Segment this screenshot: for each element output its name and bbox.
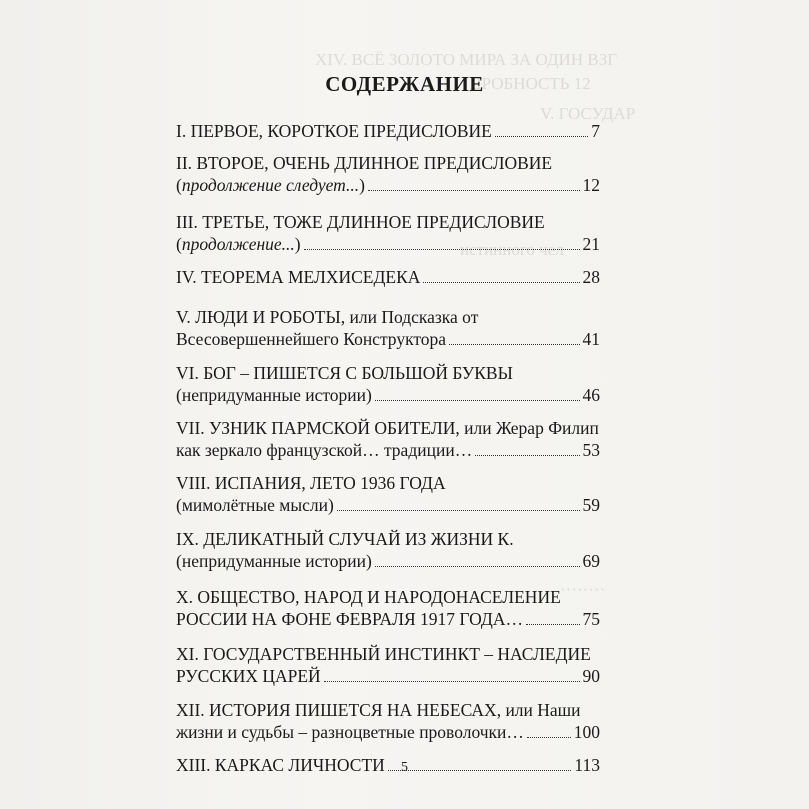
toc-entry-line — [176, 550, 600, 572]
paren-close: ) — [294, 234, 301, 254]
toc-entry — [176, 528, 600, 572]
toc-entry — [176, 120, 600, 142]
toc-entry — [176, 152, 600, 196]
toc-entry-text: жизни и судьбы – разноцветные проволочки… — [176, 722, 524, 742]
toc-entry-text: X. ОБЩЕСТВО, НАРОД И НАРОДОНАСЕЛЕНИЕ — [176, 587, 561, 607]
bleed-through-text: ········ — [560, 580, 606, 599]
paren-open: ( — [176, 175, 182, 195]
toc-entry — [176, 472, 600, 516]
toc-entry-line — [176, 472, 600, 494]
toc-entry-text: XIII. КАРКАС ЛИЧНОСТИ — [176, 755, 385, 775]
toc-entry-line — [176, 665, 600, 687]
dot-leader — [337, 510, 580, 511]
dot-leader — [324, 681, 580, 682]
toc-entry-text: VII. УЗНИК ПАРМСКОЙ ОБИТЕЛИ, или Жерар Филип — [176, 418, 599, 438]
toc-page-number: 100 — [573, 722, 600, 742]
toc-page-number: 46 — [582, 385, 600, 405]
toc-entry-text: как зеркало французской… традиции… — [176, 440, 473, 460]
toc-entry-text: VI. БОГ – ПИШЕТСЯ С БОЛЬШОЙ БУКВЫ — [176, 363, 513, 383]
dot-leader — [527, 737, 571, 738]
toc-entry-line — [176, 328, 600, 350]
toc-entry-line — [176, 417, 600, 439]
toc-entry — [176, 306, 600, 350]
dot-leader — [526, 624, 580, 625]
toc-entry-text: IV. ТЕОРЕМА МЕЛХИСЕДЕКА — [176, 267, 421, 287]
toc-page-number: 69 — [582, 551, 600, 571]
toc-entry-line — [176, 643, 600, 665]
bleed-through-text: истинного чел — [460, 240, 564, 259]
page-title: СОДЕРЖАНИЕ — [325, 72, 484, 96]
toc-page-number: 113 — [574, 755, 600, 775]
toc-page-number: 75 — [582, 609, 600, 629]
toc-entry-line — [176, 528, 600, 550]
toc-entry-text: XI. ГОСУДАРСТВЕННЫЙ ИНСТИНКТ – НАСЛЕДИЕ — [176, 644, 591, 664]
toc-entry — [176, 211, 600, 255]
toc-entry — [176, 643, 600, 687]
dot-leader — [449, 344, 579, 345]
toc-entry-line — [176, 266, 600, 288]
toc-entry-text: VIII. ИСПАНИЯ, ЛЕТО 1936 ГОДА — [176, 473, 446, 493]
toc-page-number: 7 — [591, 121, 600, 141]
toc-entry-text: I. ПЕРВОЕ, КОРОТКОЕ ПРЕДИСЛОВИЕ — [176, 121, 492, 141]
toc-entry-text: XII. ИСТОРИЯ ПИШЕТСЯ НА НЕБЕСАХ, или Наши — [176, 700, 581, 720]
toc-entry-line — [176, 362, 600, 384]
bleed-through-text: XIV. ВСЁ ЗОЛОТО МИРА ЗА ОДИН ВЗГ — [315, 50, 618, 69]
toc-page-number: 28 — [582, 267, 600, 287]
toc-entry-subtitle: продолжение следует... — [181, 175, 360, 195]
table-of-contents — [176, 120, 600, 788]
toc-entry-line — [176, 174, 600, 196]
toc-entry-line — [176, 721, 600, 743]
toc-entry-line — [176, 586, 600, 608]
toc-entry — [176, 362, 600, 406]
toc-entry-line — [176, 384, 600, 406]
toc-page-number: 12 — [582, 175, 600, 195]
toc-entry-text: II. ВТОРОЕ, ОЧЕНЬ ДЛИННОЕ ПРЕДИСЛОВИЕ — [176, 153, 553, 173]
dot-leader — [304, 249, 580, 250]
toc-entry-line — [176, 152, 600, 174]
toc-entry-line — [176, 233, 600, 255]
toc-entry — [176, 699, 600, 743]
toc-entry-text: (мимолётные мысли) — [176, 495, 334, 515]
toc-entry-text: V. ЛЮДИ И РОБОТЫ, или Подсказка от — [176, 307, 479, 327]
toc-entry-line — [176, 211, 600, 233]
toc-entry-line — [176, 120, 600, 142]
toc-page-number: 21 — [582, 234, 600, 254]
toc-entry-line — [176, 494, 600, 516]
toc-entry-text: IX. ДЕЛИКАТНЫЙ СЛУЧАЙ ИЗ ЖИЗНИ К. — [176, 529, 514, 549]
toc-entry-line — [176, 699, 600, 721]
paren-open: ( — [176, 234, 182, 254]
toc-entry-text: III. ТРЕТЬЕ, ТОЖЕ ДЛИННОЕ ПРЕДИСЛОВИЕ — [176, 212, 545, 232]
dot-leader — [423, 282, 579, 283]
toc-page-number: 41 — [582, 329, 600, 349]
toc-entry-text: РОССИИ НА ФОНЕ ФЕВРАЛЯ 1917 ГОДА… — [176, 609, 523, 629]
bleed-through-text: V. ГОСУДАР — [540, 104, 636, 123]
toc-entry-subtitle: продолжение... — [181, 234, 295, 254]
page-number: 5 — [401, 760, 408, 775]
bleed-through-text: ДРОБНОСТЬ 12 — [470, 74, 591, 93]
toc-entry-line — [176, 306, 600, 328]
dot-leader — [495, 136, 588, 137]
toc-entry-line — [176, 608, 600, 630]
toc-entry-text: РУССКИХ ЦАРЕЙ — [176, 666, 321, 686]
dot-leader — [368, 190, 580, 191]
dot-leader — [375, 400, 580, 401]
dot-leader — [475, 455, 579, 456]
toc-entry — [176, 417, 600, 461]
toc-page-number: 53 — [582, 440, 600, 460]
toc-entry — [176, 266, 600, 288]
dot-leader — [375, 566, 580, 567]
toc-page-number: 90 — [582, 666, 600, 686]
toc-entry-line — [176, 439, 600, 461]
toc-page-number: 59 — [582, 495, 600, 515]
toc-entry-text: (непридуманные истории) — [176, 385, 372, 405]
toc-entry-text: (непридуманные истории) — [176, 551, 372, 571]
paren-close: ) — [359, 175, 365, 195]
toc-entry — [176, 586, 600, 630]
toc-entry-text: Всесовершеннейшего Конструктора — [176, 329, 447, 349]
